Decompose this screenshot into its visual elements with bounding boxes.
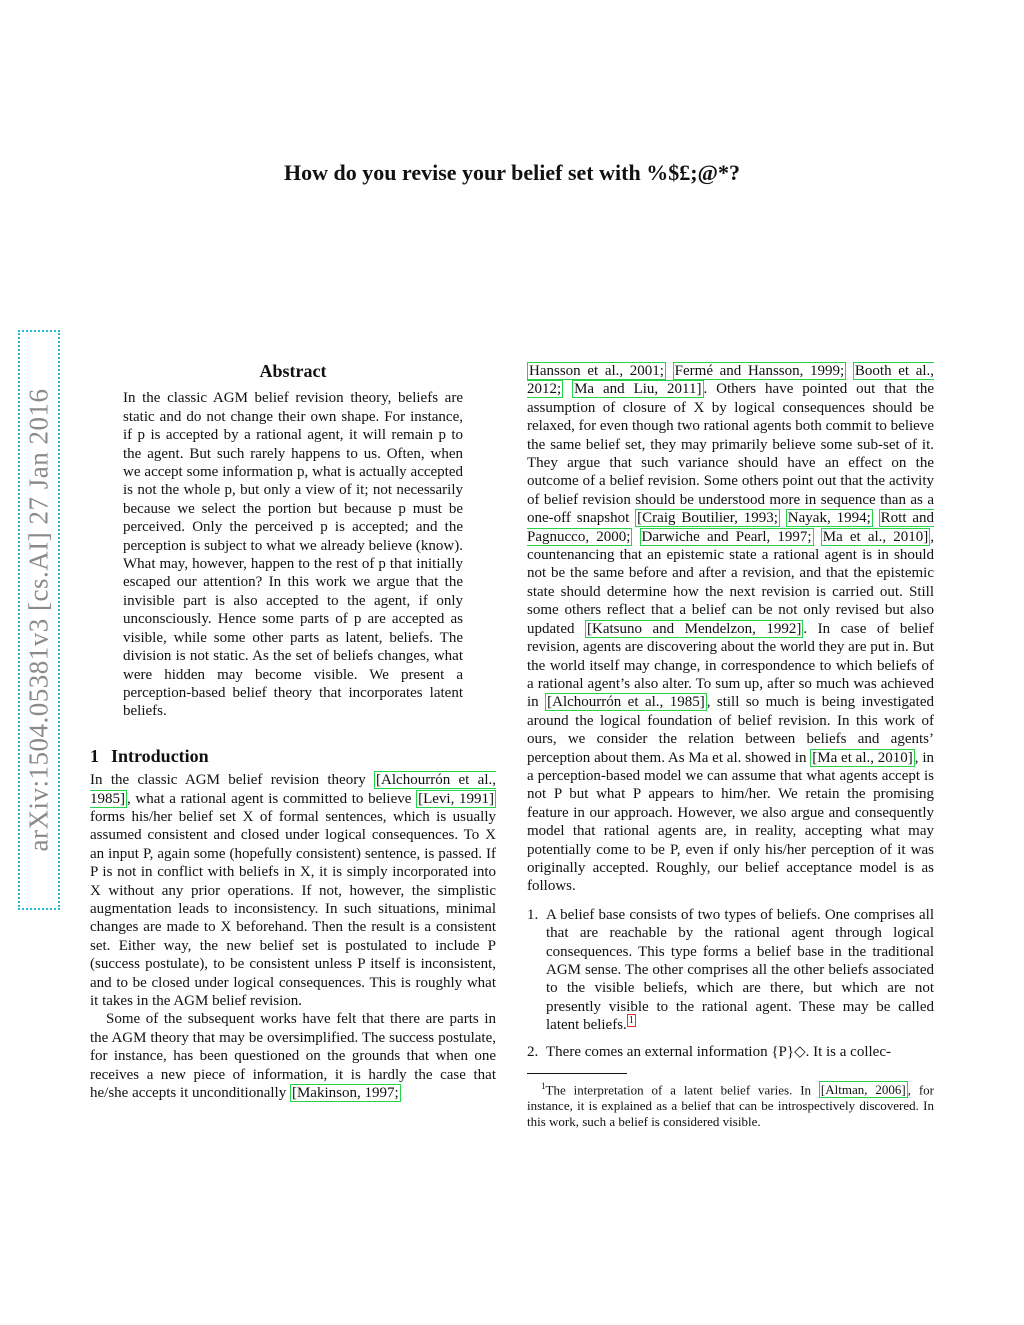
footnote-number: 1 xyxy=(541,1081,546,1092)
left-column xyxy=(90,362,496,1102)
paragraph-text: , in a perception-based model we can assume that what agents accept is not P but what P appears to him/her. We retain the promising feature in our approach. However, we also argue and consequently model that rational agents are, in reality, accepting what may potentially come to be P, even if only his/her perception of it was originally accepted. Roughly, our belief acceptance model is as follows. xyxy=(527,749,934,895)
paragraph-text: , countenancing that an epistemic state a rational agent is in should not be the same before and after a revision, and that the epistemic state should determine how the next revision is carried out. Still some others reflect that a belief can be not only revised but also updated xyxy=(527,528,935,637)
arxiv-identifier-text: arXiv:1504.05381v3 [cs.AI] 27 Jan 2016 xyxy=(23,388,54,852)
citation-link[interactable]: [Makinson, 1997; xyxy=(291,1085,399,1102)
footnote-marker-link[interactable]: 1 xyxy=(628,1015,634,1027)
citation-link[interactable]: Ma et al., 2010] xyxy=(822,528,929,545)
paper-title: How do you revise your belief set with %$£;@*? xyxy=(284,160,740,185)
belief-model-list xyxy=(527,906,934,1061)
abstract-body: In the classic AGM belief revision theory, beliefs are static and do not change their own shape. For instance, if p is accepted by a rational agent, it will remain p to the agent. But such rarely happens to us. Often, when we accept some information p, what is actually accepted is not the whole p, but only a view of it; not necessarily because we select the portion but because p must be perceived. Only the perceived p is accepted; and the perception is subject to what we already believe (know). What may, however, happen to the rest of p that initially escaped our attention? In this work we argue that the invisible part is also accepted to the agent, if only unconsciously. Hence some parts of p are accepted as visible, while some other parts as latent, beliefs. The division is not static. As the set of beliefs changes, what were hidden may become visible. We present a perception-based belief theory that incorporates latent beliefs. xyxy=(123,390,463,720)
section-number: 1 xyxy=(90,745,99,766)
footnote xyxy=(527,1078,934,1130)
list-number: 2. xyxy=(527,1043,539,1060)
paragraph-text: , what a rational agent is committed to believe xyxy=(127,790,412,807)
list-item-text: A belief base consists of two types of beliefs. One comprises all that are reachable by the rational agent through logical consequences. This type forms a belief base in the traditional AGM sense. The other comprises all the other beliefs associated to the visible beliefs, which are there, but which are not presently visible to the rational agent. These may be called latent beliefs. xyxy=(546,906,934,1034)
citation-link[interactable]: Hansson et al., 2001; xyxy=(529,363,664,379)
section-heading-introduction xyxy=(90,747,496,765)
citation-link[interactable]: [Katsuno and Mendelzon, 1992] xyxy=(586,620,802,637)
citation-link[interactable]: [Alchourrón et al., 1985] xyxy=(90,772,496,807)
citation-link[interactable]: Nayak, 1994; xyxy=(787,510,871,527)
citation-link[interactable]: Booth et al., 2012; xyxy=(527,363,935,398)
list-item-text: There comes an external information {P}◇. It is a collec- xyxy=(546,1043,891,1060)
citation-link[interactable]: Ma and Liu, 2011] xyxy=(574,381,702,398)
intro-paragraph-2-continued xyxy=(527,362,934,896)
paragraph-text: , still so much is being investigated around the logical foundation of belief revision. In this work of ours, we consider the relation between beliefs and agents’ perception about them. As Ma et al. showed in xyxy=(527,694,935,766)
footnote-divider xyxy=(527,1073,627,1074)
citation-link[interactable]: [Ma et al., 2010] xyxy=(812,749,913,766)
citation-link[interactable]: [Alchourrón et al., 1985] xyxy=(547,694,705,711)
right-column xyxy=(527,362,934,1130)
paragraph-text: Some of the subsequent works have felt that there are parts in the AGM theory that may be oversimplified. The success postulate, for instance, has been questioned on the grounds that when one receives a new piece of information, it is hardly the case that he/she accepts it unconditionally xyxy=(90,1011,496,1102)
footnote-text: The interpretation of a latent belief varies. In xyxy=(545,1082,812,1098)
paragraph-text: forms his/her belief set X of formal sentences, which is usually assumed consistent and closed under logical consequences. To X an input P, again some (hopefully consistent) sentence, is passed. If P is not in conflict with beliefs in X, it is simply incorporated into X without any prior operations. If not, however, the simplistic augmentation leads to inconsistency. In such situations, minimal changes are made to X beforehand. Then the result is a consistent set. Either way, the new belief set is postulated to include P (success postulate), to be consistent unless P itself is inconsistent, and to be closed under logical consequences. This is roughly what it takes in the AGM belief revision. xyxy=(90,808,496,1009)
citation-link[interactable]: [Levi, 1991] xyxy=(418,790,495,807)
paragraph-text: . In case of belief revision, agents are discovering about the world they are put in. But the world itself may change, in correspondence to which beliefs of a rational agent’s also alter. To sum up, after so much was achieved in xyxy=(527,620,935,711)
paragraph-text: . Others have pointed out that the assumption of closure of X by logical consequences should be relaxed, for even though two rational agents both commit to believe the same belief set, they may primarily believe some sub-set of it. They argue that such variance should have an effect on the outcome of a belief revision. Some others point out that the activity of belief revision should be understood more in sequence than as a one-off snapshot xyxy=(527,381,934,527)
list-item xyxy=(527,906,934,1035)
citation-link[interactable]: Fermé and Hansson, 1999; xyxy=(674,363,845,379)
citation-link[interactable]: [Altman, 2006] xyxy=(820,1082,906,1098)
abstract-heading: Abstract xyxy=(259,361,327,381)
list-item xyxy=(527,1043,934,1061)
arxiv-identifier-stamp[interactable] xyxy=(18,330,60,910)
citation-link[interactable]: Darwiche and Pearl, 1997; xyxy=(641,528,812,545)
list-number: 1. xyxy=(527,906,539,923)
intro-paragraph-2 xyxy=(90,1010,496,1102)
citation-link[interactable]: [Craig Boutilier, 1993; xyxy=(637,510,778,527)
paragraph-text: In the classic AGM belief revision theory xyxy=(90,772,366,789)
section-title: Introduction xyxy=(111,745,209,766)
footnote-text: , for instance, it is explained as a belief that can be introspectively discovered. In this work, such a belief is considered visible. xyxy=(527,1082,934,1130)
citation-link[interactable]: Rott and Pagnucco, 2000; xyxy=(527,510,935,545)
intro-paragraph-1 xyxy=(90,771,496,1010)
